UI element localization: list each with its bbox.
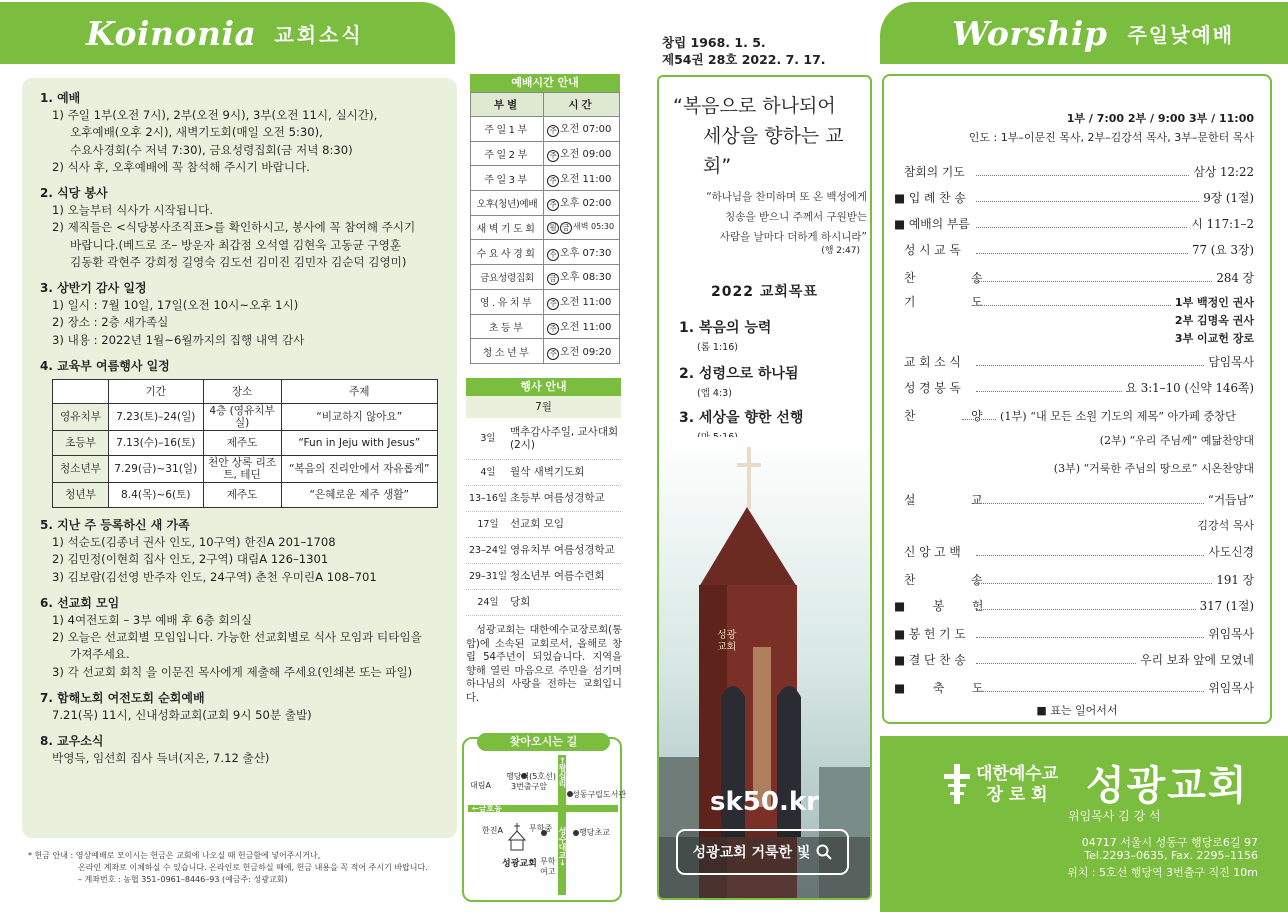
bible-verse [677, 187, 867, 247]
day-circle-icon: 수 [547, 249, 559, 261]
service-leaders: 인도 : 1부–이문진 목사, 2부–김강석 목사, 3부–문한터 목사 [968, 131, 1254, 144]
table-header-row [53, 380, 438, 404]
day-circle-icon: 주 [547, 348, 559, 360]
theme-cell: “비교하지 않아요” [281, 404, 437, 431]
service-item [892, 624, 1254, 642]
dot-leader [976, 253, 1188, 254]
goal-item: 1. 복음의 능력 [679, 320, 772, 336]
time-text: 오전 09:20 [560, 346, 612, 358]
denomination-line: 대한예수교 [976, 764, 1059, 784]
item-value: 우리 보좌 앞에 모였네 [1140, 653, 1254, 667]
events-title: 행사 안내 [466, 378, 621, 396]
day-circle-icon: 금 [560, 222, 572, 234]
goal-item: 3. 세상을 향한 선행 [679, 410, 804, 426]
time-text: 오후 08:30 [560, 272, 612, 284]
news-line: 7.21(목) 11시, 신내성화교회(교회 9시 50분 출발) [52, 708, 312, 723]
service-item [892, 596, 1254, 614]
note-line: – 계좌번호 : 농협 351–0961–8446–93 (예금주: 성광교회) [78, 875, 288, 884]
denomination [976, 764, 1058, 806]
map-label-exit: 3번출구앞 [511, 782, 548, 791]
service-name: 주일2부 [471, 141, 544, 166]
offering-note [28, 850, 448, 886]
service-time [544, 265, 620, 290]
item-value: “거듭남” [1207, 493, 1254, 507]
church-news-panel [22, 78, 457, 838]
service-name: 청소년부 [471, 339, 544, 364]
goal-item: 2. 성령으로 하나됨 [679, 366, 799, 382]
item-value: 위임목사 [1208, 681, 1254, 695]
dot-leader [976, 227, 1187, 228]
place-cell: 4층 (영유치부실) [203, 404, 281, 431]
schedule-title: 예배시간 안내 [470, 74, 620, 92]
order-of-service [882, 74, 1272, 724]
news-line: 2) 식사 후, 오후예배에 꼭 참석해 주시기 바랍니다. [52, 159, 310, 174]
table-row [471, 314, 620, 339]
events-list [466, 378, 621, 616]
news-line: 1) 석순도(김종녀 권사 인도, 10구역) 한진A 201–1708 [52, 535, 336, 550]
table-row [471, 191, 620, 216]
worship-schedule [470, 74, 620, 364]
service-time [544, 117, 620, 142]
item-value: 사도신경 [1208, 545, 1254, 559]
item-label: ■ 축 도 [894, 681, 996, 695]
news-section-title: 5. 지난 주 등록하신 새 가족 [40, 518, 190, 533]
church-motto [673, 91, 863, 181]
service-item [892, 240, 1254, 258]
news-line: 1) 일시 : 7월 10일, 17일(오전 10시~오후 1시) [52, 298, 299, 313]
goal-reference: (롬 1:16) [697, 342, 738, 353]
list-item [466, 418, 621, 460]
item-value: 시 117:1–2 [1191, 217, 1254, 231]
church-brand-footer [880, 736, 1288, 912]
event-text: 맥추감사주일, 교사대회(2시) [510, 425, 619, 451]
period-cell: 8.4(목)~6(토) [109, 483, 204, 508]
place-cell: 제주도 [203, 431, 281, 456]
time-text: 오전 11:00 [560, 173, 612, 185]
time-text: 오전 09:00 [560, 149, 612, 161]
dot-leader [976, 175, 1189, 176]
service-time [544, 339, 620, 364]
service-item [892, 352, 1254, 370]
service-item [892, 678, 1254, 696]
service-item [892, 542, 1254, 560]
event-date: 13–16일 [468, 493, 508, 504]
item-label: 찬 송 [904, 573, 1009, 587]
dot-leader [976, 201, 1199, 202]
item-label: 찬 양 [904, 409, 1009, 423]
header-service: 부별 [471, 93, 544, 117]
dept-cell: 청소년부 [53, 456, 109, 483]
prayer-leader-2: 2부 김명옥 권사 [1174, 314, 1254, 327]
table-row [471, 141, 620, 166]
map-label-library: 성동구립도서관 [572, 790, 627, 799]
event-date: 17일 [477, 519, 499, 530]
service-time [544, 314, 620, 339]
news-line: 1) 주일 1부(오전 7시), 2부(오전 9시), 3부(오전 11시, 실시간), [52, 108, 378, 123]
service-name: 초등부 [471, 314, 544, 339]
table-header-period: 기간 [109, 380, 204, 404]
news-line: 박영득, 임선희 집사 득녀(지온, 7.12 출산) [52, 751, 270, 766]
list-item [466, 564, 621, 590]
news-line: 가져주세요. [70, 647, 130, 662]
news-line: 2) 장소 : 2층 새가족실 [52, 315, 169, 330]
dept-cell: 초등부 [53, 431, 109, 456]
time-text: 오후 02:00 [560, 198, 612, 210]
item-label: ■ 봉 헌 [894, 599, 996, 613]
table-row [471, 117, 620, 142]
website-url: sk50.kr [710, 787, 819, 817]
list-item [466, 590, 621, 616]
search-label: 성광교회 거룩한 빛 [692, 845, 811, 861]
goals-title: 2022 교회목표 [711, 284, 818, 300]
item-value: 77 (요 3장) [1191, 243, 1254, 257]
item-value: 1부 백정인 권사 [1174, 296, 1254, 309]
senior-pastor: 위임목사 김 강 석 [1068, 809, 1161, 823]
item-label: 참회의 기도 [904, 165, 965, 179]
news-section-title: 3. 상반기 감사 일정 [40, 281, 147, 296]
item-label: ■ 봉 헌 기 도 [894, 627, 966, 641]
news-section-title: 4. 교육부 여름행사 일정 [40, 358, 170, 373]
list-item [466, 486, 621, 512]
service-item [892, 268, 1254, 286]
time-text: 오전 11:00 [560, 297, 612, 309]
event-text: 선교회 모임 [510, 518, 565, 530]
koinonia-script-title: Koinonia [86, 13, 257, 53]
item-label: 설 교 [904, 493, 1009, 507]
dept-cell: 영유치부 [53, 404, 109, 431]
period-cell: 7.29(금)~31(일) [109, 456, 204, 483]
table-row [471, 240, 620, 265]
service-time [544, 215, 620, 240]
service-item [892, 188, 1254, 206]
map-label-geumho: ←금호동 [472, 804, 502, 813]
news-section-title: 8. 교우소식 [40, 734, 104, 749]
service-time [544, 289, 620, 314]
service-item [892, 490, 1254, 508]
service-item [892, 650, 1254, 668]
item-value: 위임목사 [1208, 627, 1254, 641]
service-item [892, 214, 1254, 232]
day-circle-icon: 월 [547, 222, 559, 234]
service-time [544, 240, 620, 265]
dot-leader [976, 305, 1171, 306]
news-line: 3) 각 선교회 회칙 을 이문진 목사에게 제출해 주세요(인쇄본 또는 파일) [52, 664, 413, 679]
item-label: 교 회 소 식 [904, 355, 961, 369]
list-item [466, 460, 621, 486]
time-text: 오후 07:30 [560, 247, 612, 259]
theme-cell: “은혜로운 제주 생활” [281, 483, 437, 508]
header-time: 시간 [544, 93, 620, 117]
event-date: 24일 [477, 597, 499, 608]
dot-leader [976, 391, 1122, 392]
center-panel [657, 75, 872, 900]
dot-leader [976, 281, 1212, 282]
motto-line: 세상을 향하는 교회” [703, 125, 844, 177]
place-cell: 제주도 [203, 483, 281, 508]
standing-note: ■ 표는 일어서서 [1036, 704, 1118, 717]
service-time [544, 166, 620, 191]
church-logo-icon [942, 764, 972, 804]
map-label-girls-high: 무학여고 [540, 857, 556, 876]
table-row [471, 166, 620, 191]
item-label: 기 도 [904, 295, 1009, 309]
item-label: ■ 결 단 찬 송 [894, 653, 966, 667]
table-header-dept [53, 380, 109, 404]
item-label: 성 시 교 독 [904, 243, 961, 257]
dot-leader [976, 663, 1136, 664]
phone-line: Tel.2293–0635, Fax. 2295–1156 [1084, 849, 1258, 862]
service-name: 수요사경회 [471, 240, 544, 265]
item-value: 317 (1절) [1199, 599, 1254, 613]
motto-line: “복음으로 하나되어 [673, 95, 836, 117]
news-line: 바랍니다.(베드로 조– 방운자 최갑점 오석열 김현욱 고동균 구영훈 [70, 237, 401, 252]
note-line: * 헌금 안내 : 영상예배로 모이시는 헌금은 교회에 나오실 때 헌금함에 넣어주시거나, [28, 851, 321, 860]
item-value: 요 3:1–10 (신약 146쪽) [1125, 381, 1254, 395]
verse-line: “하나님을 찬미하며 또 온 백성에게 [706, 191, 867, 203]
service-item [892, 378, 1254, 396]
news-section-title: 6. 선교회 모임 [40, 595, 120, 610]
table-row [471, 265, 620, 290]
dot-leader [976, 691, 1204, 692]
news-line: 김동환 곽현주 강희정 길영숙 김도선 김미진 김민자 김순덕 김영미) [70, 254, 407, 269]
item-value: 삼상 12:22 [1193, 165, 1254, 179]
service-item [892, 292, 1254, 310]
prayer-leader-3: 3부 이교헌 장로 [1174, 332, 1254, 345]
table-row [471, 339, 620, 364]
worship-header [880, 2, 1288, 64]
day-circle-icon: 주 [547, 150, 559, 162]
schedule-table [470, 92, 620, 364]
dot-leader [962, 419, 996, 420]
item-label: 성 경 봉 독 [904, 381, 961, 395]
table-header-place: 장소 [203, 380, 281, 404]
service-item [892, 162, 1254, 180]
map-label-elementary: 행당초교 [579, 828, 610, 837]
time-text: 오전 07:00 [560, 124, 612, 136]
service-name: 오후(청년)예배 [471, 191, 544, 216]
event-text: 당회 [510, 596, 531, 608]
table-row [53, 483, 438, 508]
news-section-title: 1. 예배 [40, 91, 81, 105]
church-name: 성광교회 [1086, 763, 1249, 809]
item-value: 191 장 [1216, 573, 1254, 587]
table-row [471, 289, 620, 314]
event-date: 29–31일 [468, 571, 508, 582]
verse-reference: (행 2:47) [821, 246, 860, 256]
news-line: 2) 김민정(이현희 집사 인도, 2구역) 대림A 126–1301 [52, 552, 329, 567]
church-news-title: 교회소식 [274, 22, 364, 47]
location-line: 위치 : 5호선 행당역 3번출구 직진 10m [1067, 866, 1258, 879]
map-label-seongsu: 성수대교→ [558, 827, 567, 866]
news-section-title: 7. 함해노회 여전도회 순회예배 [40, 690, 205, 705]
list-item [466, 512, 621, 538]
dot-leader [976, 365, 1204, 366]
item-value: 담임목사 [1208, 355, 1254, 369]
search-icon [816, 844, 832, 860]
news-section-title: 2. 식당 봉사 [40, 186, 108, 201]
volume-date: 제54권 28호 2022. 7. 17. [662, 52, 826, 67]
map-label-church: 성광교회 [502, 859, 537, 869]
dot-leader [976, 503, 1204, 504]
item-value: (1부) “내 모든 소원 기도의 제목” 아가페 중창단 [1000, 410, 1236, 423]
issue-info [662, 34, 826, 68]
event-text: 초등부 여름성경학교 [510, 492, 605, 504]
map-label-wangsimni: ←왕십리 [558, 757, 567, 788]
service-item [892, 406, 1254, 424]
preacher-name: 김강석 목사 [1197, 519, 1254, 532]
day-circle-icon: 금 [547, 273, 559, 285]
dot-leader [976, 609, 1196, 610]
theme-cell: “복음의 진리안에서 자유롭게” [281, 456, 437, 483]
service-name: 주일1부 [471, 117, 544, 142]
dept-cell: 청년부 [53, 483, 109, 508]
news-line: 2) 오늘은 선교회별 모임입니다. 가능한 선교회별로 식사 모임과 티타임을 [52, 630, 422, 645]
list-item [466, 538, 621, 564]
koinonia-header [0, 2, 455, 64]
service-time [544, 191, 620, 216]
founded-date: 창립 1968. 1. 5. [662, 35, 766, 50]
table-header-theme: 주제 [281, 380, 437, 404]
sunday-service-title: 주일낮예배 [1127, 22, 1235, 47]
service-name: 영.유치부 [471, 289, 544, 314]
worship-script-title: Worship [952, 13, 1108, 53]
map-title: 찾아오시는 길 [477, 733, 610, 751]
service-name: 새벽기도회 [471, 215, 544, 240]
period-cell: 7.23(토)–24(일) [109, 404, 204, 431]
day-circle-icon: 주 [547, 125, 559, 137]
summer-events-table [52, 379, 438, 508]
directions-map [462, 735, 627, 902]
news-line: 2) 제직들은 <식당봉사조직표>를 확인하시고, 봉사에 꼭 참여해 주시기 [52, 220, 416, 235]
news-line: 3) 김보람(김선영 반주자 인도, 24구역) 춘천 우미린A 108–701 [52, 569, 377, 584]
day-circle-icon: 주 [547, 199, 559, 211]
church-description: 성광교회는 대한예수교장로회(통합)에 소속된 교회로서, 올해로 창립 54주년이 되었습니다. 지역을 향해 열린 마음으로 주민을 섬기며 하나님의 사랑을 전하는 교회입니다. [466, 625, 622, 704]
theme-cell: “Fun in Jeju with Jesus” [281, 431, 437, 456]
news-line: 3) 내용 : 2022년 1월~6월까지의 집행 내역 감사 [52, 332, 305, 347]
table-row [471, 215, 620, 240]
anthem-3: (3부) “거룩한 주님의 땅으로” 시온찬양대 [1053, 462, 1254, 475]
map-label-muhak-middle: 무학중 [529, 824, 553, 833]
day-circle-icon: 주 [547, 175, 559, 187]
day-circle-icon: 주 [547, 323, 559, 335]
map-label-daelim: 대림A [470, 781, 491, 790]
note-line: 온라인 계좌로 이체하실 수 있습니다. 온라인로 헌금하실 때에, 헌금 내용을 꼭 적어 주시기 바랍니다. [78, 863, 428, 872]
events-month: 7월 [466, 396, 621, 418]
verse-line: 사람을 날마다 더하게 하시니라” [719, 231, 867, 243]
map-label-hanjin: 한진A [482, 826, 503, 835]
item-label: 신 앙 고 백 [904, 545, 961, 559]
verse-line: 칭송을 받으니 주께서 구원받는 [725, 211, 867, 223]
day-circle-icon: 주 [547, 298, 559, 310]
table-row [53, 431, 438, 456]
service-name: 금요성령집회 [471, 265, 544, 290]
event-text: 월삭 새벽기도회 [510, 466, 585, 478]
item-value: 9장 (1절) [1203, 191, 1254, 205]
service-name: 주일3부 [471, 166, 544, 191]
news-line: 1) 4여전도회 – 3부 예배 후 6층 회의실 [52, 613, 253, 628]
period-cell: 7.13(수)–16(토) [109, 431, 204, 456]
news-line: 수요사경회(수 저녁 7:30), 금요성령집회(금 저녁 8:30) [70, 142, 353, 157]
dot-leader [976, 583, 1212, 584]
event-date: 3일 [480, 433, 496, 444]
building-sign: 성광교회 [717, 630, 737, 653]
anthem-2: (2부) “우리 주님께” 예닮찬양대 [1099, 434, 1254, 447]
table-row [53, 404, 438, 431]
time-text: 새벽 05:30 [573, 222, 615, 232]
item-label: 찬 송 [904, 271, 1009, 285]
service-item [892, 570, 1254, 588]
table-row [53, 456, 438, 483]
item-label: ■ 입 례 찬 송 [894, 191, 966, 205]
service-time [544, 141, 620, 166]
event-date: 4일 [480, 467, 496, 478]
map-label-station: 행당역(5호선) [506, 772, 556, 781]
goal-reference: (엡 4:3) [697, 388, 732, 399]
search-button[interactable] [676, 829, 849, 875]
table-header-row [471, 93, 620, 117]
news-line: 오후예배(오후 2시), 새벽기도회(매일 오전 5:30), [70, 125, 323, 140]
item-value: 284 장 [1216, 271, 1254, 285]
denomination-line: 장 로 회 [986, 785, 1048, 805]
item-label: ■ 예배의 부름 [894, 217, 970, 231]
service-times: 1부 / 7:00 2부 / 9:00 3부 / 11:00 [1066, 112, 1254, 125]
dot-leader [976, 637, 1204, 638]
event-date: 23–24일 [468, 545, 508, 556]
dot-leader [976, 555, 1204, 556]
news-line: 1) 오늘부터 식사가 시작됩니다. [52, 203, 214, 218]
event-text: 영유치부 여름성경학교 [510, 544, 615, 556]
place-cell: 천안 상록 리조트, 테딘 [203, 456, 281, 483]
time-text: 오전 11:00 [560, 321, 612, 333]
address-line: 04717 서울시 성동구 행당로6길 97 [1081, 836, 1258, 849]
event-text: 청소년부 여름수련회 [510, 570, 605, 582]
